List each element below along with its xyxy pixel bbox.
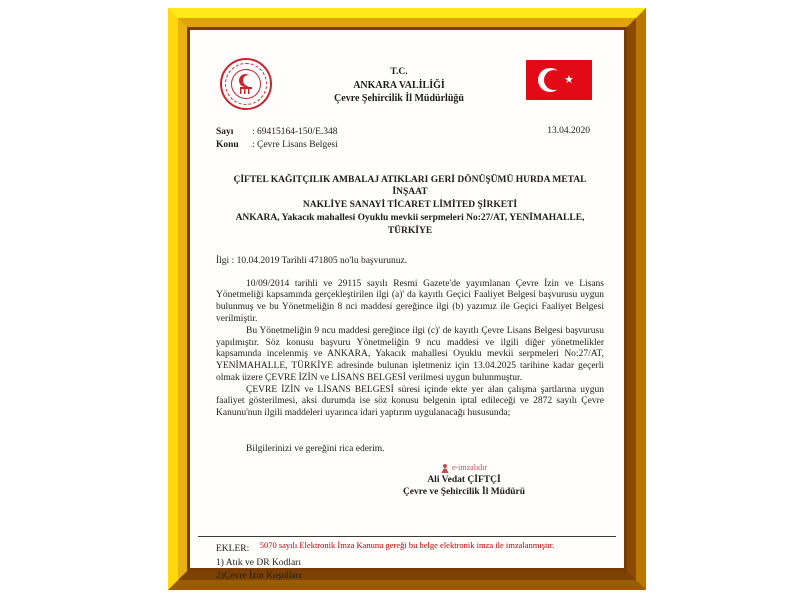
signer-title: Çevre ve Şehircilik İl Müdürü [402,487,526,498]
recipient-line: NAKLİYE SANAYİ TİCARET LİMİTED ŞİRKETİ [302,200,518,211]
official-letter-document [187,27,627,581]
turkish-flag-icon [526,60,592,100]
signature-block [344,463,584,499]
seal-crescent-icon [239,74,252,87]
recipient-line: TÜRKİYE [387,225,433,236]
seal-building-icon [240,87,252,94]
sayi-value: : 69415164-150/E.348 [252,127,338,137]
header-department: Çevre Şehircilik İl Müdürlüğü [334,93,464,105]
header-titles [272,58,526,106]
esign-person-icon [441,464,449,473]
sayi-line [216,126,604,139]
esign-label: e-imzalıdır [451,462,488,472]
ministry-seal-icon [220,58,272,110]
body-paragraph: 10/09/2014 tarihli ve 29115 sayılı Resmi Gazete'de yayımlanan Çevre İzin ve Lisans Yönetmeliği kapsamında gerçekleştirilen ilgi (a)' da kayıtlı Geçici Faaliyet Belgesi başvurusu uygun bulunmuş ve bu Yönetmeliğin 8 nci maddesi gereğince ilgi (b) yazımız ile Geçici Faaliyet Belgesi verilmiştir. [216,278,604,324]
gold-frame-inner-bevel [178,18,636,580]
flag-star-icon: ★ [564,73,574,86]
konu-line [216,139,604,152]
konu-label: Konu [216,139,239,150]
konu-value: : Çevre Lisans Belgesi [252,139,338,150]
signer-name: Ali Vedat ÇİFTÇİ [427,474,501,485]
attachment-item: 2)Çevre İzin Koşulları [216,570,302,581]
letter-header [216,58,604,110]
letter-date: 13.04.2020 [547,126,590,136]
gold-picture-frame [168,8,646,590]
esign-footer-note: 5070 sayılı Elektronik İmza Kanunu gereği bu belge elektronik imza ile imzalanmıştır. [198,536,616,550]
recipient-block [216,174,604,238]
sayi-label: Sayı [216,127,234,137]
body-paragraph: Bu Yönetmeliğin 9 ncu maddesi gereğince ilgi (c)' de kayıtlı Çevre Lisans Belgesi başvurusu yapılmıştır. Söz konusu başvuru Yönetmeliğin 9 ncu maddesi ve ilgili diğer yönetmelikler kapsamında incelenmiş ve ANKARA, Yakacık mahallesi Oyuklu mevkii serpmeleri No:27/AT, YENİMAHALLE, TÜRKİYE adresinde bulunan işletmeniz için 13.04.2025 tarihine kadar geçerli olmak üzere ÇEVRE İZİN ve LİSANS BELGESİ verilmesi uygun bulunmuştur. [216,325,604,383]
seal-core [231,69,261,99]
body-paragraph: ÇEVRE İZİN ve LİSANS BELGESİ süresi içinde ekte yer alan çalışma şartlarına uygun faaliyet gösterilmesi, aksi durumda ise söz konusu belgenin iptal edileceği ve 2872 sayılı Çevre Kanunu'nun ilgili maddeleri uyarınca idari yaptırım uygulanacağı hususunda; [216,384,604,419]
reference-line: İlgi : 10.04.2019 Tarihli 471805 no'lu başvurunuz. [216,255,408,266]
flag-crescent-icon [538,68,562,92]
header-tc: T.C. [390,67,408,77]
letter-body [216,279,604,420]
closing-line: Bilgilerinizi ve gereğini rica ederim. [246,443,385,454]
recipient-line: ANKARA, Yakacık mahallesi Oyuklu mevkii serpmeleri No:27/AT, YENİMAHALLE, [235,213,585,224]
attachments-label: EKLER: [216,544,250,555]
attachment-item: 1) Atık ve DR Kodları [216,557,301,568]
header-office: ANKARA VALİLİĞİ [353,79,445,91]
recipient-line: ÇİFTEL KAĞITÇILIK AMBALAJ ATIKLARI GERİ DÖNÜŞÜMÜ HURDA METAL İNŞAAT [233,174,587,198]
esign-row [344,463,584,474]
letter-meta [216,126,604,152]
